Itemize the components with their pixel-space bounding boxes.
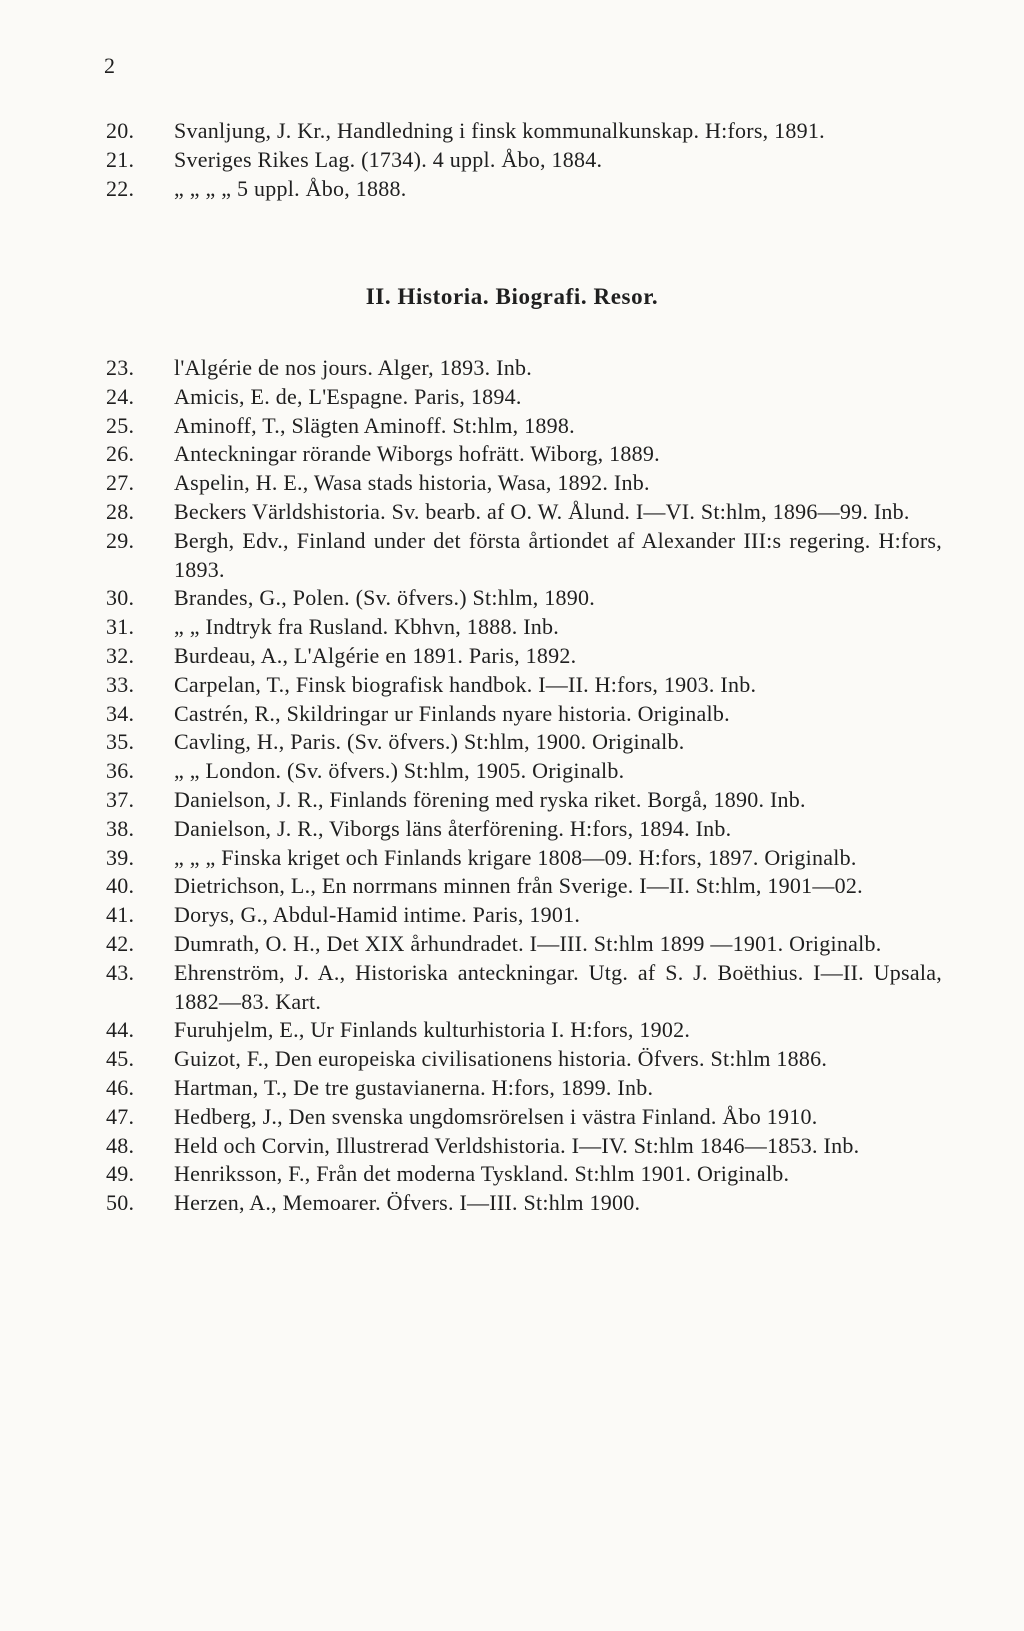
list-item (106, 412, 942, 441)
entry-text: „ „ „ „ 5 uppl. Åbo, 1888. (174, 175, 407, 201)
entry-number: 29. (106, 527, 135, 553)
entry-text: Aminoff, T., Slägten Aminoff. St:hlm, 1898. (174, 412, 575, 438)
list-item (106, 1045, 942, 1074)
list-item (106, 700, 942, 729)
entry-number: 28. (106, 498, 135, 524)
entry-text: Svanljung, J. Kr., Handledning i finsk kommunalkunskap. H:fors, 1891. (174, 118, 825, 143)
entry-text: „ „ London. (Sv. öfvers.) St:hlm, 1905. Originalb. (174, 758, 625, 784)
entry-number: 50. (106, 1190, 135, 1216)
page-number: 2 (104, 53, 115, 78)
list-item (106, 1132, 942, 1161)
entry-number: 44. (106, 1017, 135, 1043)
list-item (106, 786, 942, 815)
entry-number: 47. (106, 1103, 135, 1129)
list-item (106, 1160, 942, 1189)
entry-text: Danielson, J. R., Finlands förening med ryska riket. Borgå, 1890. Inb. (174, 786, 806, 812)
list-item (106, 671, 942, 700)
entry-text: Bergh, Edv., Finland under det första årtiondet af Alexander III:s regering. H:fors, 1893. (174, 527, 942, 582)
entry-number: 40. (106, 873, 135, 899)
entry-number: 20. (106, 118, 135, 143)
entry-text: Aspelin, H. E., Wasa stads historia, Wasa, 1892. Inb. (174, 470, 650, 496)
list-item (106, 469, 942, 498)
list-item (106, 440, 942, 469)
entry-text: Anteckningar rörande Wiborgs hofrätt. Wiborg, 1889. (174, 441, 660, 467)
entry-text: Castrén, R., Skildringar ur Finlands nyare historia. Originalb. (174, 700, 730, 726)
list-item (106, 354, 942, 383)
entry-text: „ „ Indtryk fra Rusland. Kbhvn, 1888. Inb. (174, 614, 560, 640)
entry-text: Hedberg, J., Den svenska ungdomsrörelsen i västra Finland. Åbo 1910. (174, 1103, 818, 1129)
entry-text: Dumrath, O. H., Det XIX århundradet. I—III. St:hlm 1899 —1901. Originalb. (174, 930, 882, 956)
entry-text: Sveriges Rikes Lag. (1734). 4 uppl. Åbo, 1884. (174, 146, 603, 172)
list-item (106, 901, 942, 930)
list-item (106, 872, 942, 901)
entry-text: Hartman, T., De tre gustavianerna. H:fors, 1899. Inb. (174, 1074, 654, 1100)
entry-number: 38. (106, 815, 135, 841)
entry-text: „ „ „ Finska kriget och Finlands krigare 1808—09. H:fors, 1897. Originalb. (174, 844, 857, 870)
entry-text: Herzen, A., Memoarer. Öfvers. I—III. St:hlm 1900. (174, 1190, 641, 1216)
list-item (106, 613, 942, 642)
entry-text: Dorys, G., Abdul-Hamid intime. Paris, 1901. (174, 902, 581, 928)
entry-text: Guizot, F., Den europeiska civilisationens historia. Öfvers. St:hlm 1886. (174, 1046, 828, 1072)
entry-number: 21. (106, 146, 135, 172)
entry-text: Beckers Världshistoria. Sv. bearb. af O. W. Ålund. I—VI. St:hlm, 1896—99. Inb. (174, 498, 910, 524)
entry-number: 24. (106, 383, 135, 409)
list-item (106, 844, 942, 873)
entry-text: Dietrichson, L., En norrmans minnen från Sverige. I—II. St:hlm, 1901—02. (174, 873, 863, 899)
entry-number: 45. (106, 1046, 135, 1072)
entry-number: 27. (106, 470, 135, 496)
list-item (106, 117, 942, 146)
entry-text: Danielson, J. R., Viborgs läns återförening. H:fors, 1894. Inb. (174, 815, 732, 841)
entry-number: 30. (106, 585, 135, 611)
entry-number: 31. (106, 614, 135, 640)
entry-number: 48. (106, 1132, 135, 1158)
list-item (106, 146, 942, 175)
entry-number: 35. (106, 729, 135, 755)
list-item (106, 959, 942, 1017)
list-item (106, 930, 942, 959)
entry-number: 39. (106, 844, 135, 870)
entry-number: 49. (106, 1161, 135, 1187)
entry-number: 42. (106, 930, 135, 956)
entry-list-after-section (106, 354, 942, 1218)
entry-list-before-section (106, 117, 942, 203)
list-item (106, 527, 942, 585)
entry-number: 43. (106, 959, 135, 985)
entry-text: Ehrenström, J. A., Historiska anteckningar. Utg. af S. J. Boëthius. I—II. Upsala, 1882—83. Kart. (174, 959, 942, 1014)
list-item (106, 175, 942, 204)
list-item (106, 584, 942, 613)
entry-number: 33. (106, 671, 135, 697)
list-item (106, 498, 942, 527)
entry-number: 36. (106, 758, 135, 784)
entry-number: 41. (106, 902, 135, 928)
entry-text: Furuhjelm, E., Ur Finlands kulturhistoria I. H:fors, 1902. (174, 1017, 691, 1043)
entry-text: Brandes, G., Polen. (Sv. öfvers.) St:hlm, 1890. (174, 585, 595, 611)
entry-number: 25. (106, 412, 135, 438)
list-item (106, 757, 942, 786)
entry-text: l'Algérie de nos jours. Alger, 1893. Inb. (174, 355, 532, 380)
list-item (106, 383, 942, 412)
list-item (106, 642, 942, 671)
entry-number: 23. (106, 355, 135, 380)
entry-text: Amicis, E. de, L'Espagne. Paris, 1894. (174, 383, 522, 409)
list-item (106, 815, 942, 844)
entry-number: 34. (106, 700, 135, 726)
entry-number: 32. (106, 642, 135, 668)
entry-text: Burdeau, A., L'Algérie en 1891. Paris, 1892. (174, 642, 577, 668)
entry-number: 22. (106, 175, 135, 201)
list-item (106, 1189, 942, 1218)
entry-text: Carpelan, T., Finsk biografisk handbok. I—II. H:fors, 1903. Inb. (174, 671, 757, 697)
entry-text: Held och Corvin, Illustrerad Verldshistoria. I—IV. St:hlm 1846—1853. Inb. (174, 1132, 860, 1158)
entry-text: Cavling, H., Paris. (Sv. öfvers.) St:hlm, 1900. Originalb. (174, 729, 685, 755)
list-item (106, 1074, 942, 1103)
list-item (106, 1103, 942, 1132)
list-item (106, 728, 942, 757)
entry-number: 37. (106, 786, 135, 812)
entry-number: 26. (106, 441, 135, 467)
section-heading: II. Historia. Biografi. Resor. (365, 284, 659, 309)
entry-text: Henriksson, F., Från det moderna Tyskland. St:hlm 1901. Originalb. (174, 1161, 790, 1187)
entry-number: 46. (106, 1074, 135, 1100)
list-item (106, 1016, 942, 1045)
